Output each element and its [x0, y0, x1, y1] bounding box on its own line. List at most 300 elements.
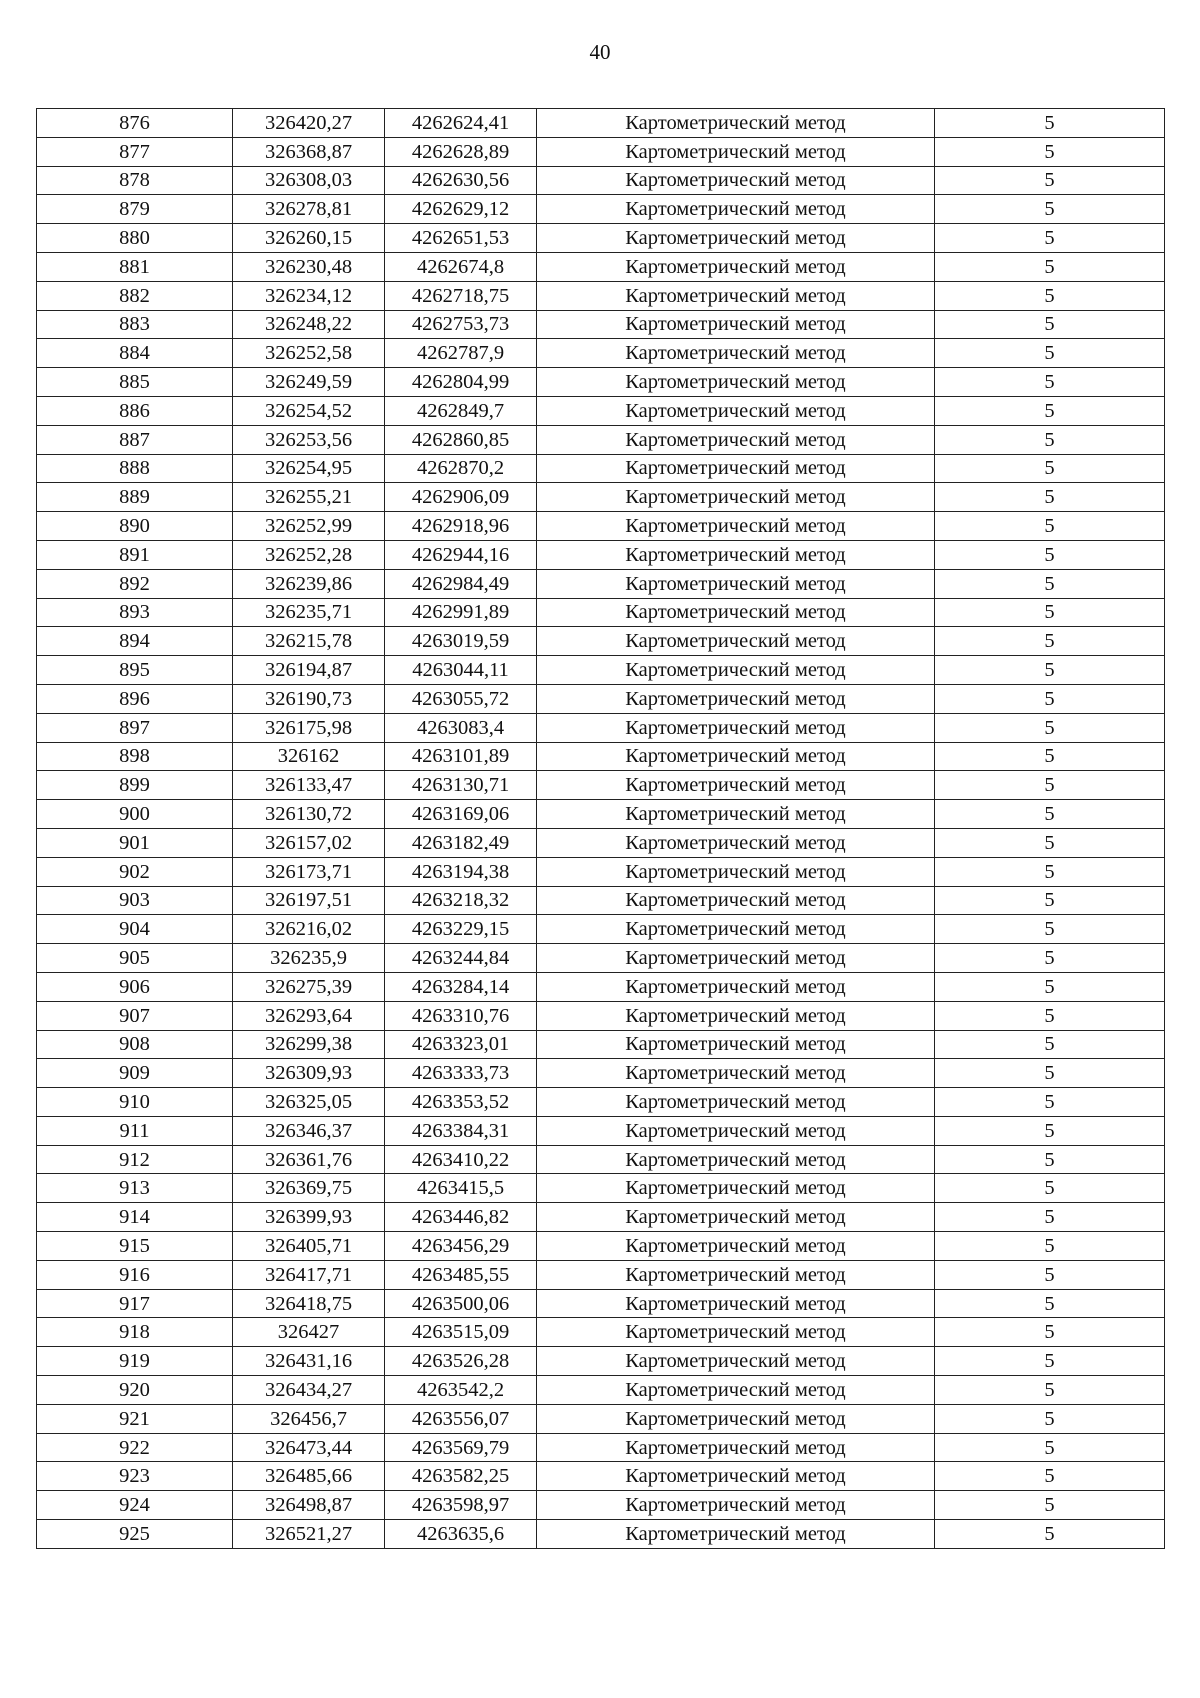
x-coordinate-cell: 326299,38 [233, 1030, 385, 1059]
x-coordinate-cell: 326417,71 [233, 1260, 385, 1289]
method-cell: Картометрический метод [537, 1376, 935, 1405]
method-cell: Картометрический метод [537, 512, 935, 541]
method-cell: Картометрический метод [537, 1289, 935, 1318]
y-coordinate-cell: 4262906,09 [385, 483, 537, 512]
point-number-cell: 919 [37, 1347, 233, 1376]
accuracy-cell: 5 [935, 540, 1165, 569]
table-row [37, 195, 1165, 224]
accuracy-cell: 5 [935, 1059, 1165, 1088]
table-row [37, 713, 1165, 742]
x-coordinate-cell: 326252,28 [233, 540, 385, 569]
x-coordinate-cell: 326456,7 [233, 1404, 385, 1433]
accuracy-cell: 5 [935, 656, 1165, 685]
x-coordinate-cell: 326399,93 [233, 1203, 385, 1232]
x-coordinate-cell: 326434,27 [233, 1376, 385, 1405]
x-coordinate-cell: 326369,75 [233, 1174, 385, 1203]
table-row [37, 1260, 1165, 1289]
x-coordinate-cell: 326133,47 [233, 771, 385, 800]
accuracy-cell: 5 [935, 1001, 1165, 1030]
method-cell: Картометрический метод [537, 483, 935, 512]
table-row [37, 857, 1165, 886]
x-coordinate-cell: 326252,58 [233, 339, 385, 368]
accuracy-cell: 5 [935, 857, 1165, 886]
x-coordinate-cell: 326215,78 [233, 627, 385, 656]
accuracy-cell: 5 [935, 1491, 1165, 1520]
x-coordinate-cell: 326260,15 [233, 224, 385, 253]
x-coordinate-cell: 326346,37 [233, 1116, 385, 1145]
x-coordinate-cell: 326253,56 [233, 425, 385, 454]
point-number-cell: 901 [37, 828, 233, 857]
point-number-cell: 917 [37, 1289, 233, 1318]
table-row [37, 483, 1165, 512]
method-cell: Картометрический метод [537, 109, 935, 138]
y-coordinate-cell: 4263569,79 [385, 1433, 537, 1462]
point-number-cell: 882 [37, 281, 233, 310]
y-coordinate-cell: 4262628,89 [385, 137, 537, 166]
point-number-cell: 910 [37, 1088, 233, 1117]
y-coordinate-cell: 4263182,49 [385, 828, 537, 857]
y-coordinate-cell: 4262629,12 [385, 195, 537, 224]
point-number-cell: 918 [37, 1318, 233, 1347]
accuracy-cell: 5 [935, 1203, 1165, 1232]
y-coordinate-cell: 4263169,06 [385, 800, 537, 829]
table-row [37, 1404, 1165, 1433]
y-coordinate-cell: 4263019,59 [385, 627, 537, 656]
y-coordinate-cell: 4263284,14 [385, 972, 537, 1001]
accuracy-cell: 5 [935, 771, 1165, 800]
y-coordinate-cell: 4262718,75 [385, 281, 537, 310]
point-number-cell: 891 [37, 540, 233, 569]
table-row [37, 310, 1165, 339]
x-coordinate-cell: 326420,27 [233, 109, 385, 138]
table-row [37, 396, 1165, 425]
accuracy-cell: 5 [935, 454, 1165, 483]
point-number-cell: 888 [37, 454, 233, 483]
point-number-cell: 905 [37, 944, 233, 973]
table-row [37, 598, 1165, 627]
y-coordinate-cell: 4263218,32 [385, 886, 537, 915]
y-coordinate-cell: 4263044,11 [385, 656, 537, 685]
accuracy-cell: 5 [935, 512, 1165, 541]
table-row [37, 1347, 1165, 1376]
method-cell: Картометрический метод [537, 1433, 935, 1462]
x-coordinate-cell: 326216,02 [233, 915, 385, 944]
point-number-cell: 899 [37, 771, 233, 800]
x-coordinate-cell: 326308,03 [233, 166, 385, 195]
x-coordinate-cell: 326473,44 [233, 1433, 385, 1462]
accuracy-cell: 5 [935, 166, 1165, 195]
accuracy-cell: 5 [935, 339, 1165, 368]
point-number-cell: 885 [37, 368, 233, 397]
accuracy-cell: 5 [935, 627, 1165, 656]
table-row [37, 1059, 1165, 1088]
accuracy-cell: 5 [935, 1116, 1165, 1145]
table-row [37, 742, 1165, 771]
accuracy-cell: 5 [935, 1260, 1165, 1289]
accuracy-cell: 5 [935, 310, 1165, 339]
method-cell: Картометрический метод [537, 569, 935, 598]
point-number-cell: 907 [37, 1001, 233, 1030]
point-number-cell: 904 [37, 915, 233, 944]
method-cell: Картометрический метод [537, 252, 935, 281]
point-number-cell: 900 [37, 800, 233, 829]
y-coordinate-cell: 4263446,82 [385, 1203, 537, 1232]
accuracy-cell: 5 [935, 137, 1165, 166]
x-coordinate-cell: 326498,87 [233, 1491, 385, 1520]
method-cell: Картометрический метод [537, 742, 935, 771]
point-number-cell: 916 [37, 1260, 233, 1289]
accuracy-cell: 5 [935, 915, 1165, 944]
method-cell: Картометрический метод [537, 454, 935, 483]
method-cell: Картометрический метод [537, 1059, 935, 1088]
accuracy-cell: 5 [935, 828, 1165, 857]
table-row [37, 1433, 1165, 1462]
x-coordinate-cell: 326431,16 [233, 1347, 385, 1376]
y-coordinate-cell: 4263456,29 [385, 1232, 537, 1261]
accuracy-cell: 5 [935, 569, 1165, 598]
method-cell: Картометрический метод [537, 1347, 935, 1376]
table-row [37, 800, 1165, 829]
x-coordinate-cell: 326418,75 [233, 1289, 385, 1318]
y-coordinate-cell: 4263384,31 [385, 1116, 537, 1145]
x-coordinate-cell: 326249,59 [233, 368, 385, 397]
point-number-cell: 895 [37, 656, 233, 685]
accuracy-cell: 5 [935, 224, 1165, 253]
y-coordinate-cell: 4263353,52 [385, 1088, 537, 1117]
y-coordinate-cell: 4262787,9 [385, 339, 537, 368]
point-number-cell: 913 [37, 1174, 233, 1203]
accuracy-cell: 5 [935, 1376, 1165, 1405]
accuracy-cell: 5 [935, 1030, 1165, 1059]
x-coordinate-cell: 326157,02 [233, 828, 385, 857]
x-coordinate-cell: 326162 [233, 742, 385, 771]
x-coordinate-cell: 326405,71 [233, 1232, 385, 1261]
y-coordinate-cell: 4262984,49 [385, 569, 537, 598]
method-cell: Картометрический метод [537, 368, 935, 397]
coordinates-table-body [37, 109, 1165, 1549]
accuracy-cell: 5 [935, 109, 1165, 138]
accuracy-cell: 5 [935, 483, 1165, 512]
table-row [37, 569, 1165, 598]
table-row [37, 1289, 1165, 1318]
y-coordinate-cell: 4262624,41 [385, 109, 537, 138]
method-cell: Картометрический метод [537, 425, 935, 454]
accuracy-cell: 5 [935, 684, 1165, 713]
accuracy-cell: 5 [935, 944, 1165, 973]
y-coordinate-cell: 4263244,84 [385, 944, 537, 973]
accuracy-cell: 5 [935, 800, 1165, 829]
x-coordinate-cell: 326173,71 [233, 857, 385, 886]
x-coordinate-cell: 326235,71 [233, 598, 385, 627]
point-number-cell: 889 [37, 483, 233, 512]
table-row [37, 1001, 1165, 1030]
point-number-cell: 877 [37, 137, 233, 166]
x-coordinate-cell: 326230,48 [233, 252, 385, 281]
y-coordinate-cell: 4262849,7 [385, 396, 537, 425]
y-coordinate-cell: 4263130,71 [385, 771, 537, 800]
method-cell: Картометрический метод [537, 1145, 935, 1174]
x-coordinate-cell: 326252,99 [233, 512, 385, 541]
table-row [37, 656, 1165, 685]
y-coordinate-cell: 4263410,22 [385, 1145, 537, 1174]
table-row [37, 1520, 1165, 1549]
table-row [37, 684, 1165, 713]
method-cell: Картометрический метод [537, 771, 935, 800]
accuracy-cell: 5 [935, 1318, 1165, 1347]
method-cell: Картометрический метод [537, 396, 935, 425]
method-cell: Картометрический метод [537, 137, 935, 166]
table-row [37, 915, 1165, 944]
x-coordinate-cell: 326309,93 [233, 1059, 385, 1088]
point-number-cell: 887 [37, 425, 233, 454]
accuracy-cell: 5 [935, 368, 1165, 397]
point-number-cell: 886 [37, 396, 233, 425]
method-cell: Картометрический метод [537, 1232, 935, 1261]
accuracy-cell: 5 [935, 1174, 1165, 1203]
point-number-cell: 915 [37, 1232, 233, 1261]
y-coordinate-cell: 4263055,72 [385, 684, 537, 713]
table-row [37, 1318, 1165, 1347]
y-coordinate-cell: 4263194,38 [385, 857, 537, 886]
point-number-cell: 897 [37, 713, 233, 742]
page-number: 40 [589, 40, 611, 64]
table-row [37, 368, 1165, 397]
point-number-cell: 894 [37, 627, 233, 656]
point-number-cell: 880 [37, 224, 233, 253]
y-coordinate-cell: 4263083,4 [385, 713, 537, 742]
accuracy-cell: 5 [935, 1145, 1165, 1174]
y-coordinate-cell: 4262991,89 [385, 598, 537, 627]
y-coordinate-cell: 4263542,2 [385, 1376, 537, 1405]
point-number-cell: 893 [37, 598, 233, 627]
accuracy-cell: 5 [935, 1520, 1165, 1549]
method-cell: Картометрический метод [537, 684, 935, 713]
accuracy-cell: 5 [935, 1289, 1165, 1318]
x-coordinate-cell: 326190,73 [233, 684, 385, 713]
accuracy-cell: 5 [935, 1347, 1165, 1376]
table-row [37, 1174, 1165, 1203]
point-number-cell: 884 [37, 339, 233, 368]
method-cell: Картометрический метод [537, 1462, 935, 1491]
method-cell: Картометрический метод [537, 540, 935, 569]
point-number-cell: 914 [37, 1203, 233, 1232]
point-number-cell: 879 [37, 195, 233, 224]
table-row [37, 1462, 1165, 1491]
x-coordinate-cell: 326278,81 [233, 195, 385, 224]
method-cell: Картометрический метод [537, 166, 935, 195]
y-coordinate-cell: 4263582,25 [385, 1462, 537, 1491]
table-row [37, 1116, 1165, 1145]
table-row [37, 252, 1165, 281]
point-number-cell: 896 [37, 684, 233, 713]
y-coordinate-cell: 4263229,15 [385, 915, 537, 944]
method-cell: Картометрический метод [537, 915, 935, 944]
y-coordinate-cell: 4263515,09 [385, 1318, 537, 1347]
table-row [37, 512, 1165, 541]
method-cell: Картометрический метод [537, 857, 935, 886]
method-cell: Картометрический метод [537, 800, 935, 829]
y-coordinate-cell: 4263101,89 [385, 742, 537, 771]
y-coordinate-cell: 4263485,55 [385, 1260, 537, 1289]
x-coordinate-cell: 326325,05 [233, 1088, 385, 1117]
method-cell: Картометрический метод [537, 1030, 935, 1059]
table-row [37, 771, 1165, 800]
x-coordinate-cell: 326254,95 [233, 454, 385, 483]
x-coordinate-cell: 326175,98 [233, 713, 385, 742]
y-coordinate-cell: 4263310,76 [385, 1001, 537, 1030]
y-coordinate-cell: 4262753,73 [385, 310, 537, 339]
accuracy-cell: 5 [935, 1232, 1165, 1261]
point-number-cell: 912 [37, 1145, 233, 1174]
table-row [37, 1203, 1165, 1232]
table-row [37, 425, 1165, 454]
point-number-cell: 909 [37, 1059, 233, 1088]
method-cell: Картометрический метод [537, 1116, 935, 1145]
accuracy-cell: 5 [935, 972, 1165, 1001]
x-coordinate-cell: 326521,27 [233, 1520, 385, 1549]
table-row [37, 972, 1165, 1001]
point-number-cell: 878 [37, 166, 233, 195]
table-row [37, 886, 1165, 915]
y-coordinate-cell: 4263415,5 [385, 1174, 537, 1203]
method-cell: Картометрический метод [537, 1203, 935, 1232]
method-cell: Картометрический метод [537, 944, 935, 973]
accuracy-cell: 5 [935, 713, 1165, 742]
method-cell: Картометрический метод [537, 1001, 935, 1030]
accuracy-cell: 5 [935, 396, 1165, 425]
table-row [37, 281, 1165, 310]
method-cell: Картометрический метод [537, 310, 935, 339]
accuracy-cell: 5 [935, 252, 1165, 281]
method-cell: Картометрический метод [537, 195, 935, 224]
point-number-cell: 906 [37, 972, 233, 1001]
y-coordinate-cell: 4263598,97 [385, 1491, 537, 1520]
point-number-cell: 920 [37, 1376, 233, 1405]
accuracy-cell: 5 [935, 598, 1165, 627]
accuracy-cell: 5 [935, 195, 1165, 224]
x-coordinate-cell: 326194,87 [233, 656, 385, 685]
table-row [37, 944, 1165, 973]
method-cell: Картометрический метод [537, 972, 935, 1001]
point-number-cell: 903 [37, 886, 233, 915]
y-coordinate-cell: 4263556,07 [385, 1404, 537, 1433]
method-cell: Картометрический метод [537, 886, 935, 915]
accuracy-cell: 5 [935, 1462, 1165, 1491]
point-number-cell: 898 [37, 742, 233, 771]
point-number-cell: 902 [37, 857, 233, 886]
y-coordinate-cell: 4262651,53 [385, 224, 537, 253]
accuracy-cell: 5 [935, 886, 1165, 915]
table-row [37, 627, 1165, 656]
point-number-cell: 908 [37, 1030, 233, 1059]
table-row [37, 137, 1165, 166]
table-row [37, 224, 1165, 253]
point-number-cell: 911 [37, 1116, 233, 1145]
table-row [37, 828, 1165, 857]
table-row [37, 109, 1165, 138]
table-row [37, 1232, 1165, 1261]
method-cell: Картометрический метод [537, 1491, 935, 1520]
method-cell: Картометрический метод [537, 713, 935, 742]
accuracy-cell: 5 [935, 1088, 1165, 1117]
y-coordinate-cell: 4263635,6 [385, 1520, 537, 1549]
point-number-cell: 921 [37, 1404, 233, 1433]
y-coordinate-cell: 4263526,28 [385, 1347, 537, 1376]
method-cell: Картометрический метод [537, 1088, 935, 1117]
x-coordinate-cell: 326235,9 [233, 944, 385, 973]
x-coordinate-cell: 326427 [233, 1318, 385, 1347]
y-coordinate-cell: 4263500,06 [385, 1289, 537, 1318]
method-cell: Картометрический метод [537, 339, 935, 368]
x-coordinate-cell: 326130,72 [233, 800, 385, 829]
y-coordinate-cell: 4262630,56 [385, 166, 537, 195]
accuracy-cell: 5 [935, 1433, 1165, 1462]
method-cell: Картометрический метод [537, 1404, 935, 1433]
method-cell: Картометрический метод [537, 1174, 935, 1203]
table-row [37, 1145, 1165, 1174]
method-cell: Картометрический метод [537, 1520, 935, 1549]
coordinates-table [36, 108, 1165, 1549]
table-row [37, 540, 1165, 569]
x-coordinate-cell: 326197,51 [233, 886, 385, 915]
method-cell: Картометрический метод [537, 224, 935, 253]
accuracy-cell: 5 [935, 281, 1165, 310]
accuracy-cell: 5 [935, 1404, 1165, 1433]
point-number-cell: 925 [37, 1520, 233, 1549]
table-row [37, 1376, 1165, 1405]
table-row [37, 339, 1165, 368]
x-coordinate-cell: 326248,22 [233, 310, 385, 339]
point-number-cell: 890 [37, 512, 233, 541]
table-row [37, 1088, 1165, 1117]
y-coordinate-cell: 4262944,16 [385, 540, 537, 569]
y-coordinate-cell: 4262918,96 [385, 512, 537, 541]
point-number-cell: 881 [37, 252, 233, 281]
y-coordinate-cell: 4262870,2 [385, 454, 537, 483]
method-cell: Картометрический метод [537, 1318, 935, 1347]
method-cell: Картометрический метод [537, 1260, 935, 1289]
x-coordinate-cell: 326361,76 [233, 1145, 385, 1174]
accuracy-cell: 5 [935, 425, 1165, 454]
x-coordinate-cell: 326239,86 [233, 569, 385, 598]
point-number-cell: 924 [37, 1491, 233, 1520]
x-coordinate-cell: 326368,87 [233, 137, 385, 166]
x-coordinate-cell: 326234,12 [233, 281, 385, 310]
point-number-cell: 892 [37, 569, 233, 598]
method-cell: Картометрический метод [537, 598, 935, 627]
table-row [37, 166, 1165, 195]
x-coordinate-cell: 326485,66 [233, 1462, 385, 1491]
point-number-cell: 922 [37, 1433, 233, 1462]
x-coordinate-cell: 326254,52 [233, 396, 385, 425]
method-cell: Картометрический метод [537, 828, 935, 857]
y-coordinate-cell: 4263323,01 [385, 1030, 537, 1059]
point-number-cell: 883 [37, 310, 233, 339]
x-coordinate-cell: 326255,21 [233, 483, 385, 512]
x-coordinate-cell: 326275,39 [233, 972, 385, 1001]
point-number-cell: 923 [37, 1462, 233, 1491]
table-row [37, 1030, 1165, 1059]
x-coordinate-cell: 326293,64 [233, 1001, 385, 1030]
point-number-cell: 876 [37, 109, 233, 138]
y-coordinate-cell: 4263333,73 [385, 1059, 537, 1088]
table-row [37, 454, 1165, 483]
y-coordinate-cell: 4262860,85 [385, 425, 537, 454]
accuracy-cell: 5 [935, 742, 1165, 771]
y-coordinate-cell: 4262804,99 [385, 368, 537, 397]
method-cell: Картометрический метод [537, 627, 935, 656]
method-cell: Картометрический метод [537, 656, 935, 685]
